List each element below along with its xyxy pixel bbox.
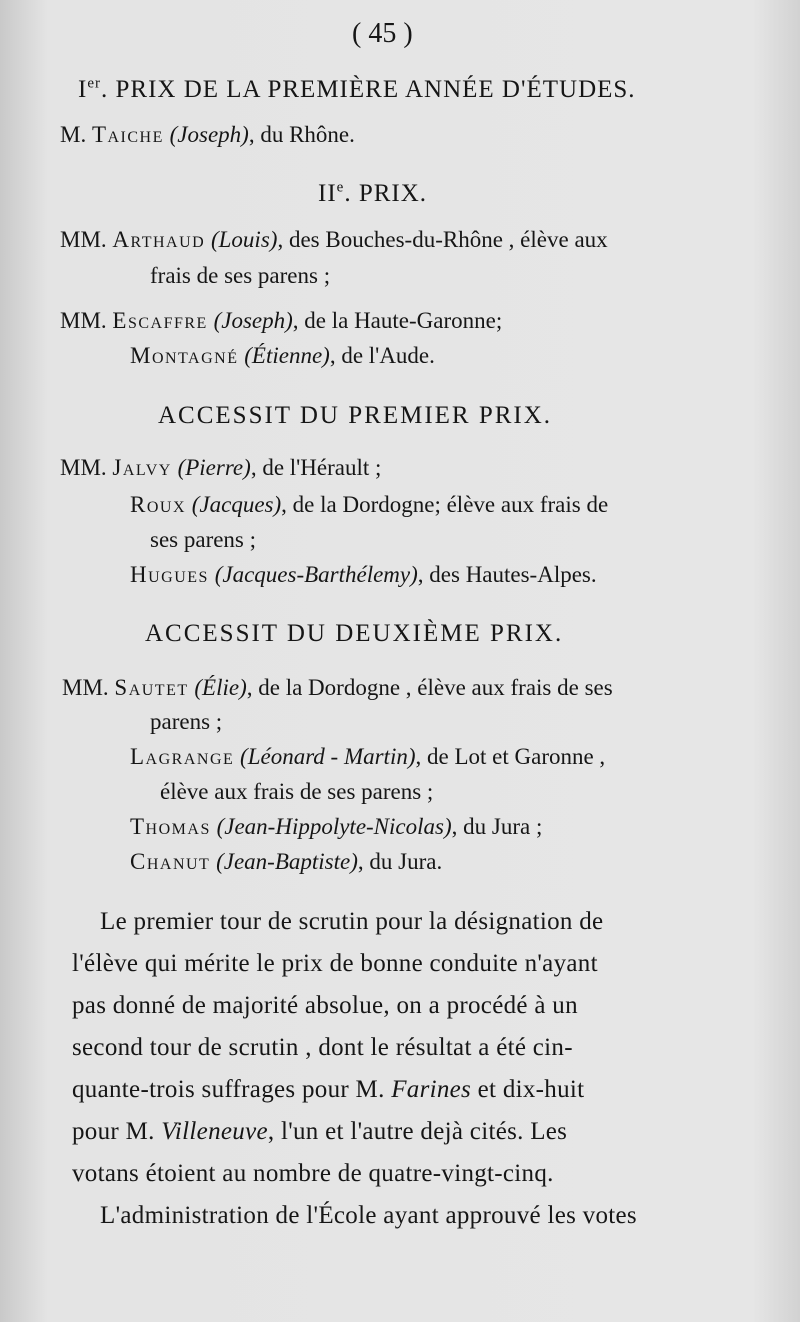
- entry-firstname: (Louis): [210, 227, 278, 252]
- second-prize-entry-3: [130, 343, 435, 369]
- accessit-second-entry-3: [130, 814, 542, 840]
- entry-origin: , de la Dordogne , élève aux frais de ses: [246, 675, 613, 700]
- first-prize-entry: [60, 122, 355, 148]
- second-prize-entry-1-cont: frais de ses parens ;: [150, 263, 331, 288]
- person-name-farines: Farines: [391, 1076, 472, 1103]
- second-prize-num: II: [318, 180, 337, 207]
- line-text: , l'un et l'autre dejà cités. Les: [267, 1118, 568, 1145]
- entry-firstname: (Jacques-Barthélemy): [214, 562, 418, 587]
- entry-origin: , du Jura.: [357, 849, 443, 874]
- accessit-second-heading: ACCESSIT DU DEUXIÈME PRIX.: [145, 620, 564, 647]
- entry-firstname: (Pierre): [177, 455, 251, 480]
- line-text: et dix-huit: [477, 1076, 585, 1103]
- second-prize-entry-2: [60, 308, 502, 334]
- accessit-first-entry-2-cont: ses parens ;: [150, 527, 257, 552]
- entry-surname: Lagrange: [130, 744, 235, 769]
- entry-origin: , des Hautes-Alpes.: [417, 562, 597, 587]
- second-prize-entry-1: [60, 227, 608, 253]
- first-prize-title: . PRIX DE LA PREMIÈRE ANNÉE D'ÉTUDES.: [100, 76, 636, 103]
- entry-prefix: M.: [60, 122, 87, 147]
- paragraph-1-line-3: pas donné de majorité absolue, on a procédé à un: [72, 992, 578, 1019]
- paragraph-1-line-6: [72, 1118, 567, 1146]
- entry-firstname: (Joseph): [213, 308, 293, 333]
- paragraph-2-line-1: L'administration de l'École ayant approuvé les votes: [100, 1202, 637, 1229]
- person-name-villeneuve: Villeneuve: [161, 1118, 268, 1145]
- entry-origin: , de l'Hérault ;: [250, 455, 382, 480]
- accessit-first-entry-3: [130, 562, 597, 588]
- paragraph-1-line-7: votans étoient au nombre de quatre-vingt-cinq.: [72, 1160, 554, 1187]
- entry-origin: , de la Haute-Garonne;: [292, 308, 503, 333]
- entry-origin: , de l'Aude.: [329, 343, 435, 368]
- entry-surname: Hugues: [130, 562, 209, 587]
- entry-prefix: MM.: [62, 675, 109, 700]
- first-prize-num: I: [78, 76, 88, 103]
- entry-firstname: (Élie): [194, 675, 247, 700]
- entry-surname: Jalvy: [112, 455, 172, 480]
- paragraph-1-line-2: l'élève qui mérite le prix de bonne conduite n'ayant: [72, 950, 598, 977]
- accessit-second-entry-1-cont: parens ;: [150, 709, 223, 734]
- entry-surname: Taiche: [91, 122, 164, 147]
- first-prize-heading: [78, 76, 636, 104]
- entry-firstname: (Léonard - Martin): [240, 744, 416, 769]
- accessit-second-entry-2-cont: élève aux frais de ses parens ;: [160, 779, 434, 804]
- entry-prefix: MM.: [60, 308, 107, 333]
- paragraph-1-line-5: [72, 1076, 584, 1104]
- entry-prefix: MM.: [60, 227, 107, 252]
- second-prize-sup: e: [336, 179, 345, 196]
- entry-prefix: MM.: [60, 455, 107, 480]
- accessit-first-heading: ACCESSIT DU PREMIER PRIX.: [158, 402, 553, 429]
- entry-surname: Escaffre: [112, 308, 208, 333]
- entry-surname: Thomas: [130, 814, 211, 839]
- entry-firstname: (Jean-Baptiste): [216, 849, 358, 874]
- entry-firstname: (Étienne): [244, 343, 330, 368]
- entry-surname: Roux: [130, 492, 187, 517]
- entry-surname: Sautet: [114, 675, 189, 700]
- page-number: ( 45 ): [352, 18, 413, 49]
- entry-origin: , du Rhône.: [248, 122, 355, 147]
- accessit-first-entry-1: [60, 455, 381, 481]
- entry-origin: , de Lot et Garonne ,: [415, 744, 606, 769]
- entry-origin: , du Jura ;: [451, 814, 543, 839]
- entry-surname: Chanut: [130, 849, 211, 874]
- entry-firstname: (Jacques): [191, 492, 282, 517]
- line-text: pour M.: [72, 1118, 155, 1145]
- accessit-second-entry-2: [130, 744, 605, 770]
- second-prize-title: . PRIX.: [344, 180, 428, 207]
- entry-origin: , de la Dordogne; élève aux frais de: [281, 492, 609, 517]
- paragraph-1-line-4: second tour de scrutin , dont le résultat a été cin-: [72, 1034, 573, 1061]
- entry-firstname: (Joseph): [169, 122, 249, 147]
- entry-origin: , des Bouches-du-Rhône , élève aux: [277, 227, 608, 252]
- entry-surname: Montagné: [130, 343, 239, 368]
- second-prize-heading: [318, 180, 427, 208]
- accessit-second-entry-4: [130, 849, 442, 875]
- entry-surname: Arthaud: [112, 227, 206, 252]
- line-text: quante-trois suffrages pour M.: [72, 1076, 385, 1103]
- accessit-first-entry-2: [130, 492, 608, 518]
- accessit-second-entry-1: [62, 675, 613, 701]
- first-prize-sup: er: [87, 75, 101, 92]
- paragraph-1-line-1: Le premier tour de scrutin pour la désignation de: [100, 908, 604, 935]
- entry-firstname: (Jean-Hippolyte-Nicolas): [216, 814, 452, 839]
